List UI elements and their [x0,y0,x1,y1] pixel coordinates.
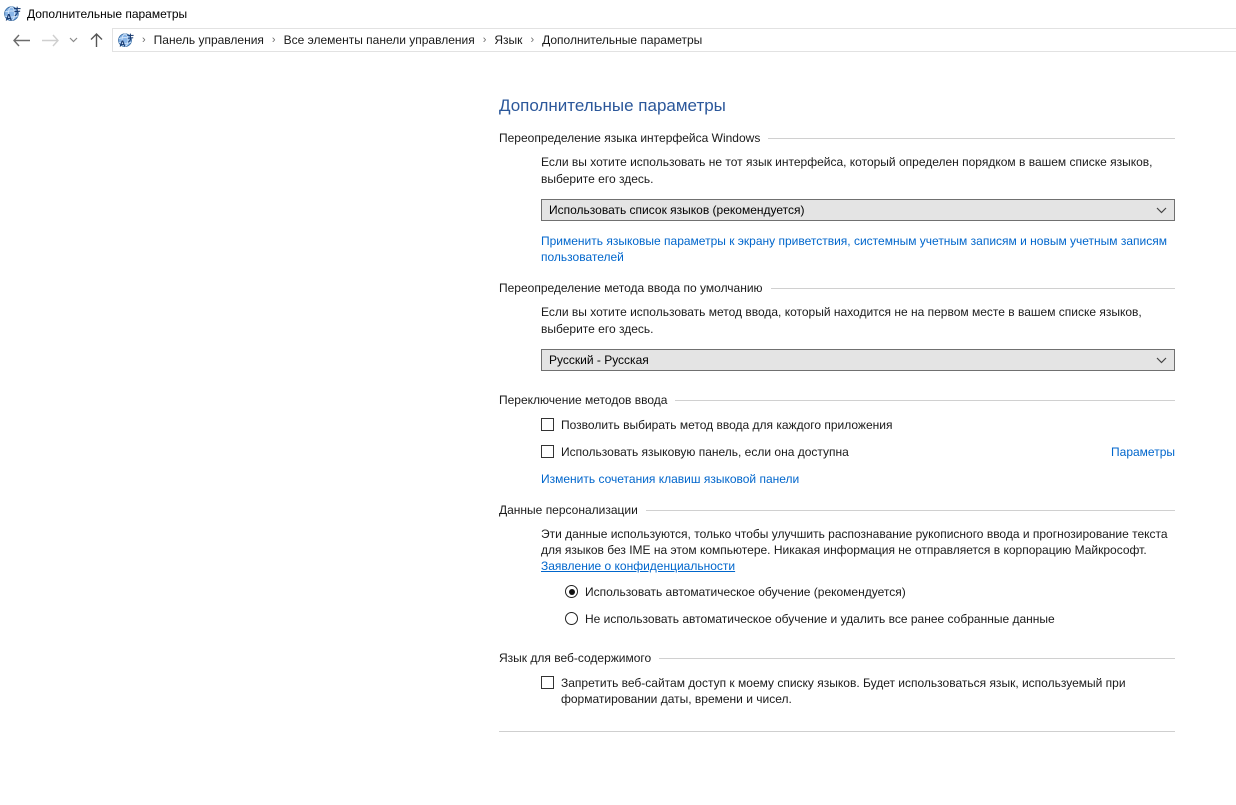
forward-icon[interactable] [36,28,64,52]
section-header-web-content [499,651,1175,665]
chevron-down-icon [1156,353,1167,367]
personalization-description-text: Эти данные используются, только чтобы улучшить распознавание рукописного ввода и прогнозирование текста для языков без IME на этом компьютере. Никакая информация не отправляется в корпорацию Майкрософт. [541,527,1168,557]
section-header-input-method [499,281,1175,295]
ui-language-select-value: Использовать список языков (рекомендуется) [549,203,805,217]
block-websites-checkbox-row [541,675,1175,707]
breadcrumb-separator: › [482,34,487,46]
svg-text:A: A [5,12,13,22]
breadcrumb-separator: › [530,34,535,46]
language-bar-label: Использовать языковую панель, если она доступна [561,445,849,459]
section-header-input-switching [499,393,1175,407]
input-method-select-value: Русский - Русская [549,353,649,367]
personalization-description [541,526,1177,574]
section-rule [646,510,1175,511]
no-learning-label: Не использовать автоматическое обучение и удалить все ранее собранные данные [585,612,1055,626]
language-bar-checkbox[interactable] [541,445,554,458]
section-label: Переключение методов ввода [499,393,668,407]
per-app-input-checkbox-row [541,417,1175,433]
recent-pages-chevron-icon[interactable] [64,28,82,52]
section-rule [675,400,1175,401]
ui-language-description: Если вы хотите использовать не тот язык интерфейса, который определен порядком в вашем списке языков, выберите его здесь. [541,155,1153,186]
change-hotkeys-link[interactable]: Изменить сочетания клавиш языковой панели [541,472,800,486]
section-rule [659,658,1175,659]
apply-to-welcome-screen-link[interactable]: Применить языковые параметры к экрану приветствия, системным учетным записям и новым учетным записям пользователей [541,234,1168,264]
breadcrumb-separator: › [271,34,276,46]
page-title: Дополнительные параметры [499,96,726,115]
breadcrumb-item-all-items[interactable]: Все элементы панели управления [283,33,475,47]
block-websites-checkbox[interactable] [541,676,554,689]
back-icon[interactable] [6,28,36,52]
svg-text:A: A [119,38,126,48]
main-content [499,95,1175,732]
language-globe-icon [4,5,21,22]
navigation-bar [0,27,1236,53]
breadcrumb-item-advanced-settings[interactable]: Дополнительные параметры [542,33,703,47]
window-title: Дополнительные параметры [27,6,188,21]
language-bar-options-link: Параметры [1111,445,1175,459]
section-rule [771,288,1175,289]
up-icon[interactable] [82,28,110,52]
auto-learning-label: Использовать автоматическое обучение (рекомендуется) [585,585,906,599]
bottom-divider [499,731,1175,732]
privacy-statement-link[interactable]: Заявление о конфиденциальности [541,559,736,573]
language-bar-checkbox-row [541,444,849,460]
breadcrumb-item-language[interactable]: Язык [494,33,523,47]
input-method-description: Если вы хотите использовать метод ввода, который находится не на первом месте в вашем списке языков, выберите его здесь. [541,305,1142,336]
input-method-select[interactable] [541,349,1175,371]
section-rule [768,138,1175,139]
no-learning-radio[interactable] [565,612,578,625]
section-label: Переопределение языка интерфейса Windows [499,131,761,145]
per-app-input-label: Позволить выбирать метод ввода для каждого приложения [561,418,893,432]
address-bar[interactable] [112,28,1236,52]
language-bar-row [499,433,1175,460]
chevron-down-icon [1156,203,1167,217]
section-header-ui-language [499,131,1175,145]
auto-learning-radio-row [565,584,1175,600]
breadcrumb-separator: › [142,34,146,46]
section-label: Данные персонализации [499,503,638,517]
block-websites-label: Запретить веб-сайтам доступ к моему списку языков. Будет использоваться язык, используемый при форматировании даты, времени и чисел. [561,676,1126,706]
per-app-input-checkbox[interactable] [541,418,554,431]
auto-learning-radio[interactable] [565,585,578,598]
ui-language-select[interactable] [541,199,1175,221]
section-label: Переопределение метода ввода по умолчанию [499,281,763,295]
breadcrumb-item-control-panel[interactable]: Панель управления [153,33,264,47]
section-label: Язык для веб-содержимого [499,651,652,665]
section-header-personalization [499,503,1175,517]
no-learning-radio-row [565,611,1175,627]
breadcrumb-language-icon [118,32,134,48]
window-titlebar [0,0,1236,27]
